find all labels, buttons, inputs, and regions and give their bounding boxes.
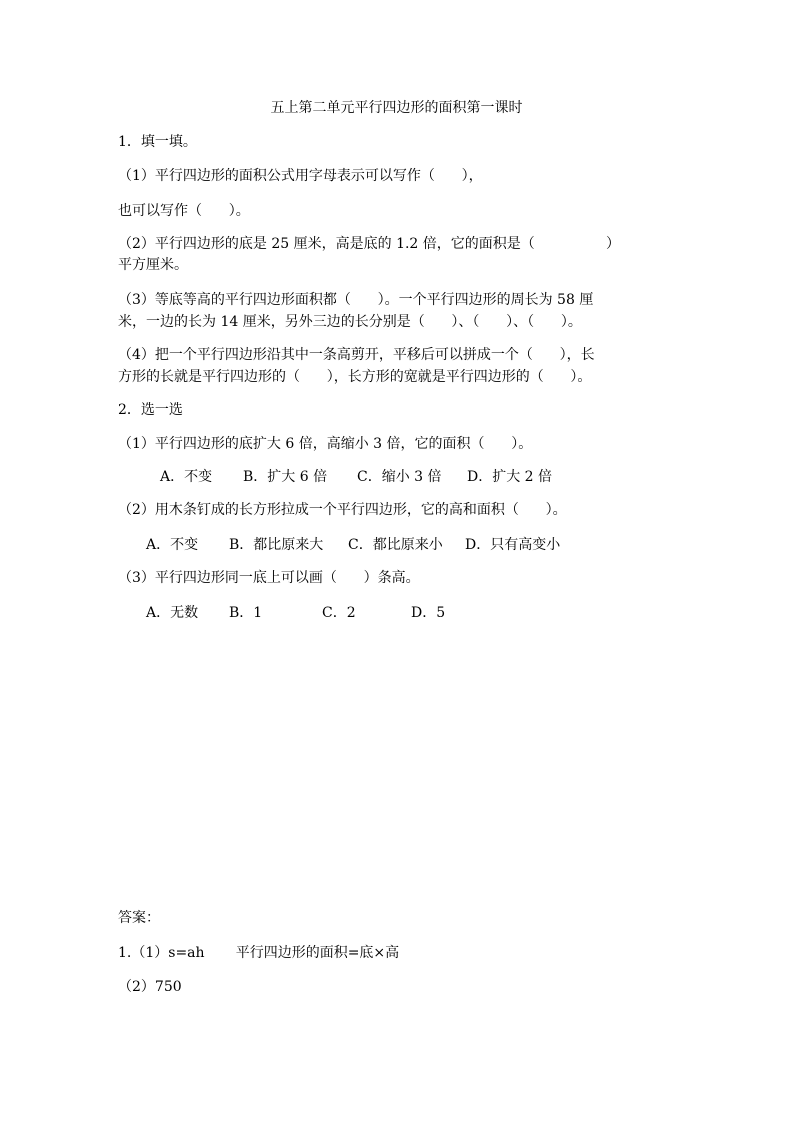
q1-2-line1: （2）平行四边形的底是 25 厘米，高是底的 1.2 倍，它的面积是（ ） [118, 236, 620, 252]
q1-2-line2: 平方厘米。 [118, 257, 188, 273]
q1-1-line1: （1）平行四边形的面积公式用字母表示可以写作（ ）， [118, 168, 483, 184]
q1-1-line2: 也可以写作（ ）。 [118, 203, 250, 219]
q2-1-question: （1）平行四边形的底扩大 6 倍，高缩小 3 倍，它的面积（ ）。 [118, 436, 533, 452]
answer-2: （2）750 [118, 979, 182, 995]
section2-heading: 2．选一选 [118, 402, 183, 418]
q2-2-option-d: D．只有高变小 [465, 537, 561, 553]
q2-1-option-d: D．扩大 2 倍 [467, 469, 553, 485]
q2-3-option-b: B．1 [229, 605, 263, 621]
q2-2-option-a: A．不变 [146, 537, 199, 553]
q1-4-line2: 方形的长就是平行四边形的（ ），长方形的宽就是平行四边形的（ ）。 [118, 369, 592, 385]
q1-4-line1: （4）把一个平行四边形沿其中一条高剪开，平移后可以拼成一个（ ），长 [118, 347, 595, 363]
q2-1-option-b: B．扩大 6 倍 [243, 469, 328, 485]
answers-heading: 答案： [118, 910, 160, 926]
q2-1-option-a: A．不变 [160, 469, 213, 485]
section1-heading: 1．填一填。 [118, 134, 197, 150]
page-title: 五上第二单元平行四边形的面积第一课时 [270, 100, 523, 116]
q2-3-option-d: D．5 [411, 605, 446, 621]
q1-3-line1: （3）等底等高的平行四边形面积都（ ）。一个平行四边形的周长为 58 厘 [118, 292, 594, 308]
q2-3-question: （3）平行四边形同一底上可以画（ ）条高。 [118, 570, 420, 586]
answer-1: 1.（1）s=ah 平行四边形的面积=底×高 [118, 945, 400, 961]
q2-2-option-c: C．都比原来小 [348, 537, 443, 553]
q2-3-option-a: A．无数 [146, 605, 199, 621]
q2-1-option-c: C．缩小 3 倍 [357, 469, 442, 485]
q2-3-option-c: C．2 [322, 605, 356, 621]
q1-3-line2: 米，一边的长为 14 厘米，另外三边的长分别是（ ）、（ ）、（ ）。 [118, 314, 582, 330]
q2-2-question: （2）用木条钉成的长方形拉成一个平行四边形，它的高和面积（ ）。 [118, 502, 567, 518]
q2-2-option-b: B．都比原来大 [229, 537, 324, 553]
